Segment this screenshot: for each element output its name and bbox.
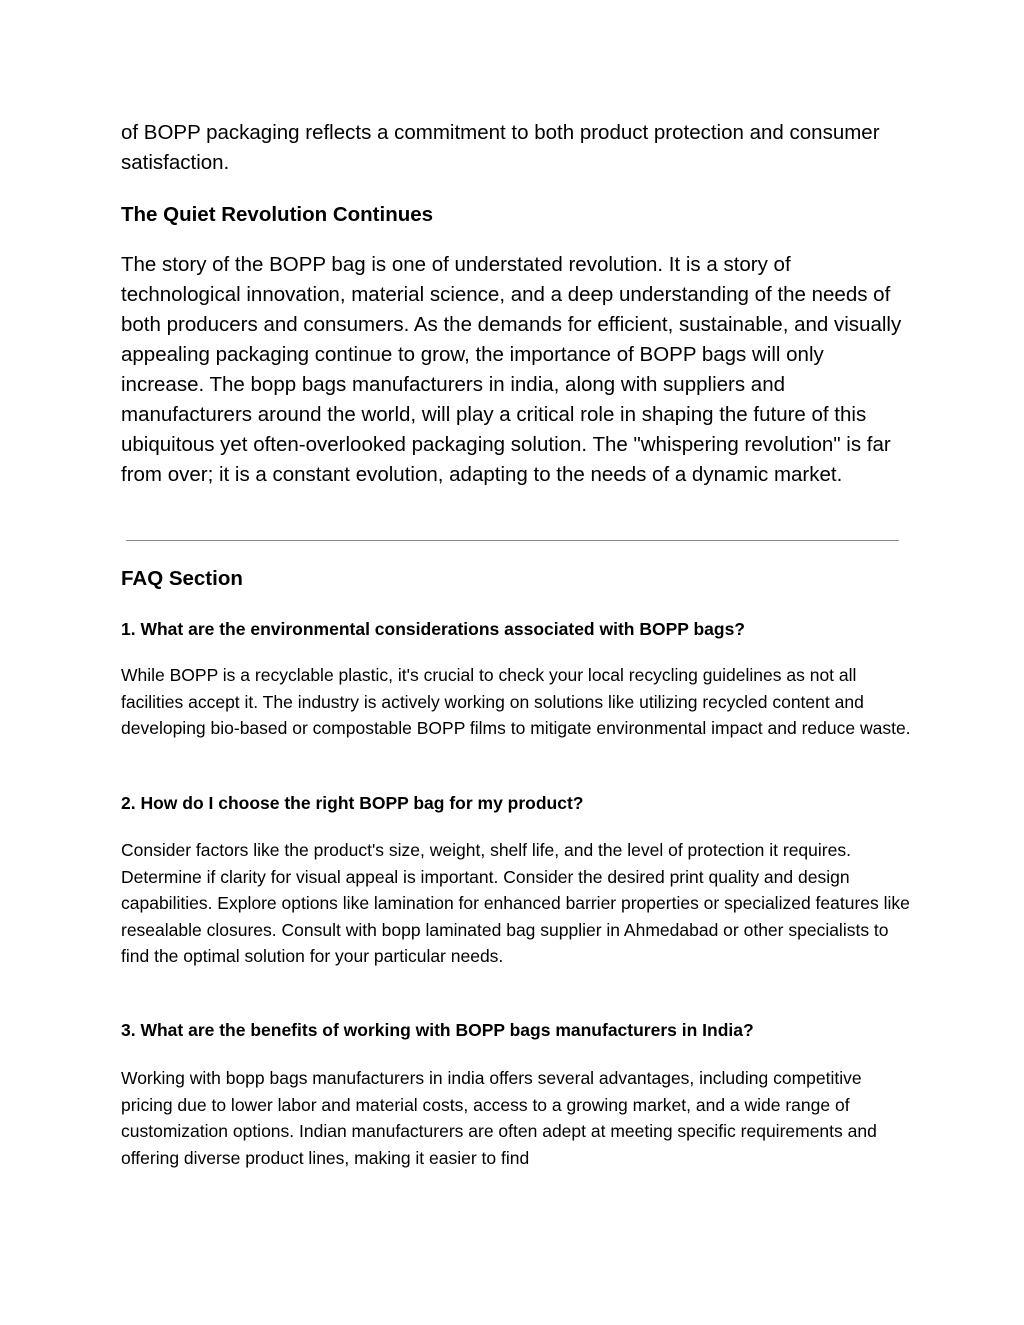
section-heading-faq: FAQ Section (121, 567, 243, 590)
faq-question-1: 1. What are the environmental considerations associated with BOPP bags? (121, 619, 746, 639)
faq-answer-2: Consider factors like the product's size, weight, shelf life, and the level of protection it requires. Determine if clarity for visual appeal is important. Consider the desired print quality and design capabilities. Explore options like lamination for enhanced barrier properties or specialized features like resealable closures. Consult with bopp laminated bag supplier in Ahmedabad or other specialists to find the optimal solution for your particular needs. (121, 840, 910, 967)
faq-question-3: 3. What are the benefits of working with BOPP bags manufacturers in India? (121, 1020, 754, 1040)
faq-question-2: 2. How do I choose the right BOPP bag for my product? (121, 793, 584, 813)
quiet-revolution-paragraph: The story of the BOPP bag is one of understated revolution. It is a story of technological innovation, material science, and a deep understanding of the needs of both producers and consumers. As the demands for efficient, sustainable, and visually appealing packaging continue to grow, the importance of BOPP bags will only increase. The bopp bags manufacturers in india, along with suppliers and manufacturers around the world, will play a critical role in shaping the future of this ubiquitous yet often-overlooked packaging solution. The "whispering revolution" is far from over; it is a constant evolution, adapting to the needs of a dynamic market. (121, 253, 902, 486)
intro-paragraph: of BOPP packaging reflects a commitment to both product protection and consumer satisfaction. (121, 121, 880, 174)
horizontal-divider (126, 540, 899, 541)
section-heading-quiet-revolution: The Quiet Revolution Continues (121, 203, 434, 226)
faq-answer-1: While BOPP is a recyclable plastic, it's crucial to check your local recycling guidelines as not all facilities accept it. The industry is actively working on solutions like utilizing recycled content and developing bio-based or compostable BOPP films to mitigate environmental impact and reduce waste. (121, 665, 911, 739)
faq-answer-3: Working with bopp bags manufacturers in india offers several advantages, including competitive pricing due to lower labor and material costs, access to a growing market, and a wide range of customization options. Indian manufacturers are often adept at meeting specific requirements and offering diverse product lines, making it easier to find (121, 1068, 877, 1168)
